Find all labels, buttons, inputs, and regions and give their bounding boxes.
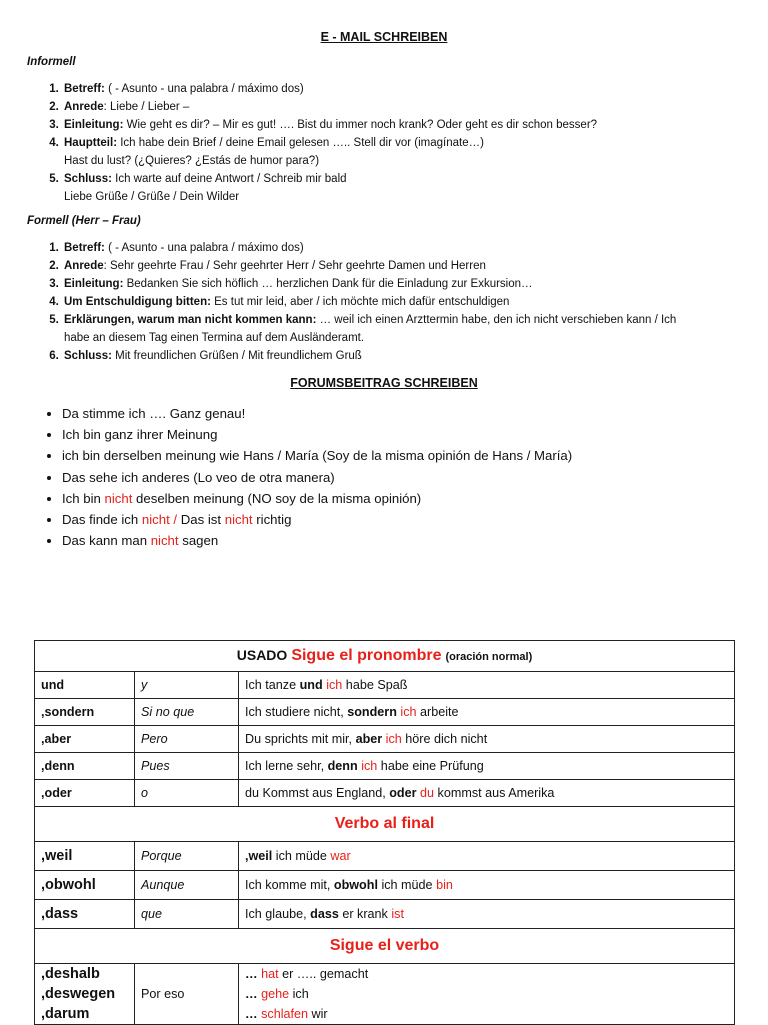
table-row: ,aber Pero Du sprichts mit mir, aber ich höre dich nicht [35, 726, 735, 753]
list-item: • Das finde ich nicht / Das ist nicht richtig [62, 509, 752, 530]
table-section-row: Verbo al final [35, 807, 735, 842]
table-row: und y Ich tanze und ich habe Spaß [35, 672, 735, 699]
informell-heading: Informell [27, 56, 76, 68]
list-item: 2. Anrede: Liebe / Lieber – [62, 98, 752, 116]
list-item: 3. Einleitung: Wie geht es dir? – Mir es gut! …. Bist du immer noch krank? Oder geht es dir schon besser? [62, 116, 752, 134]
forum-phrase-list [40, 403, 752, 551]
list-item: 2. Anrede: Sehr geehrte Frau / Sehr geehrter Herr / Sehr geehrte Damen und Herren [62, 257, 752, 275]
list-item: 5. Erklärungen, warum man nicht kommen kann: … weil ich einen Arzttermin habe, den ich nicht verschieben kann / Ich habe an diesem Tag einen Termina auf dem Ausländeramt. [62, 311, 752, 347]
list-item: • Da stimme ich …. Ganz genau! [62, 403, 752, 424]
connectors-table [34, 640, 735, 1025]
list-item: • Ich bin ganz ihrer Meinung [62, 424, 752, 445]
table-row: ,deshalb ,deswegen ,darum Por eso … hat er ….. gemacht … gehe ich … schlafen wir [35, 964, 735, 1025]
table-row: ,dass que Ich glaube, dass er krank ist [35, 900, 735, 929]
list-item: 6. Schluss: Mit freundlichen Grüßen / Mit freundlichem Gruß [62, 347, 752, 365]
list-item: 5. Schluss: Ich warte auf deine Antwort / Schreib mir bald Liebe Grüße / Grüße / Dein Wilder [62, 170, 752, 206]
table-row: ,denn Pues Ich lerne sehr, denn ich habe eine Prüfung [35, 753, 735, 780]
informell-list [40, 80, 752, 206]
page-title: E - MAIL SCHREIBEN [320, 30, 448, 44]
list-item: 1. Betreff: ( - Asunto - una palabra / máximo dos) [62, 80, 752, 98]
formell-heading: Formell (Herr – Frau) [27, 215, 141, 227]
list-item: 4. Um Entschuldigung bitten: Es tut mir leid, aber / ich möchte mich dafür entschuldigen [62, 293, 752, 311]
table-row: ,weil Porque ,weil ich müde war [35, 842, 735, 871]
list-item: • Das kann man nicht sagen [62, 530, 752, 551]
list-item: • Ich bin nicht deselben meinung (NO soy de la misma opinión) [62, 488, 752, 509]
table-section-row: Sigue el verbo [35, 929, 735, 964]
table-row: ,oder o du Kommst aus England, oder du kommst aus Amerika [35, 780, 735, 807]
formell-list [40, 239, 752, 365]
list-item: 3. Einleitung: Bedanken Sie sich höflich … herzlichen Dank für die Einladung zur Exkursion… [62, 275, 752, 293]
table-row: ,sondern Si no que Ich studiere nicht, sondern ich arbeite [35, 699, 735, 726]
list-item: • ich bin derselben meinung wie Hans / María (Soy de la misma opinión de Hans / María) [62, 445, 752, 466]
list-item: • Das sehe ich anderes (Lo veo de otra manera) [62, 467, 752, 488]
list-item: 1. Betreff: ( - Asunto - una palabra / máximo dos) [62, 239, 752, 257]
table-row: ,obwohl Aunque Ich komme mit, obwohl ich müde bin [35, 871, 735, 900]
table-header-row: USADO Sigue el pronombre (oración normal) [35, 641, 735, 672]
list-item: 4. Hauptteil: Ich habe dein Brief / deine Email gelesen ….. Stell dir vor (imagínate…) Hast du lust? (¿Quieres? ¿Estás de humor para?) [62, 134, 752, 170]
forum-title: FORUMSBEITRAG SCHREIBEN [290, 376, 478, 390]
